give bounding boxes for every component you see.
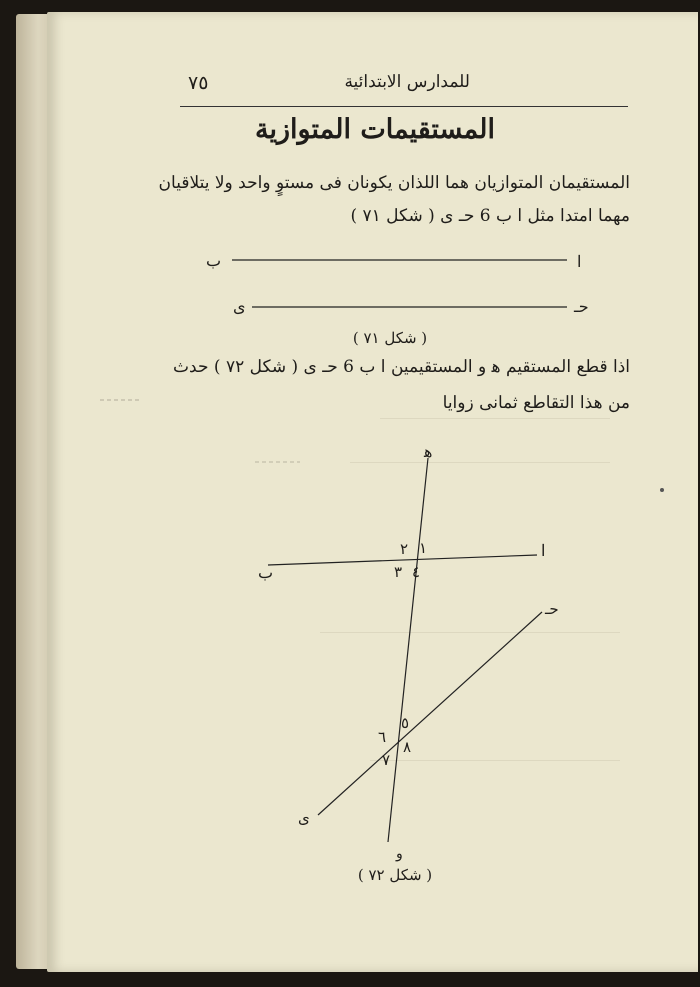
- fig71-label-c: حـ: [574, 297, 589, 316]
- fig72-angle-8: ٨: [403, 738, 412, 756]
- fig72-label-w: و: [396, 846, 403, 862]
- figure-72-caption: ( شكل ٧٢ ): [357, 866, 433, 884]
- fig72-line-cd: [318, 612, 542, 815]
- section-title: المستقيمات المتوازية: [255, 114, 495, 145]
- fig71-label-b: ب: [206, 251, 222, 270]
- fig72-label-c: حـ: [545, 600, 559, 618]
- fig72-transversal: [388, 458, 428, 842]
- fig72-angle-1: ١: [419, 539, 428, 557]
- fig72-label-b: ب: [258, 563, 274, 582]
- fig72-angle-5: ٥: [401, 714, 410, 732]
- fig72-label-h: ﻫ: [424, 442, 433, 461]
- fig72-label-a: ا: [541, 541, 546, 560]
- paragraph-1-line-2: مهما امتدا مثل ا ب 6 حـ ى ( شكل ٧١ ): [350, 206, 630, 226]
- fig72-angle-4: ٤: [412, 563, 421, 581]
- running-title: للمدارس الابتدائية: [344, 72, 470, 92]
- paper-speck: [660, 488, 664, 492]
- fig72-angle-6: ٦: [378, 728, 387, 746]
- paragraph-2-line-2: من هذا التقاطع ثمانى زوايا: [442, 393, 630, 413]
- fig72-angle-7: ٧: [382, 751, 391, 769]
- figure-71-caption: ( شكل ٧١ ): [352, 329, 428, 347]
- page-number: ٧٥: [188, 72, 209, 94]
- fig71-label-d: ى: [233, 297, 246, 316]
- fig72-angle-2: ٢: [400, 540, 409, 558]
- fig71-label-a: ا: [577, 252, 582, 271]
- fig72-angle-3: ٣: [394, 563, 403, 581]
- paragraph-2-line-1: اذا قطع المستقيم ﻫ و المستقيمين ا ب 6 حـ ى ( شكل ٧٢ ) حدث: [173, 357, 630, 377]
- paragraph-1-line-1: المستقيمان المتوازيان هما اللذان يكونان فى مستوٍ واحد ولا يتلاقيان: [158, 173, 630, 193]
- fig72-label-d: ى: [298, 809, 310, 827]
